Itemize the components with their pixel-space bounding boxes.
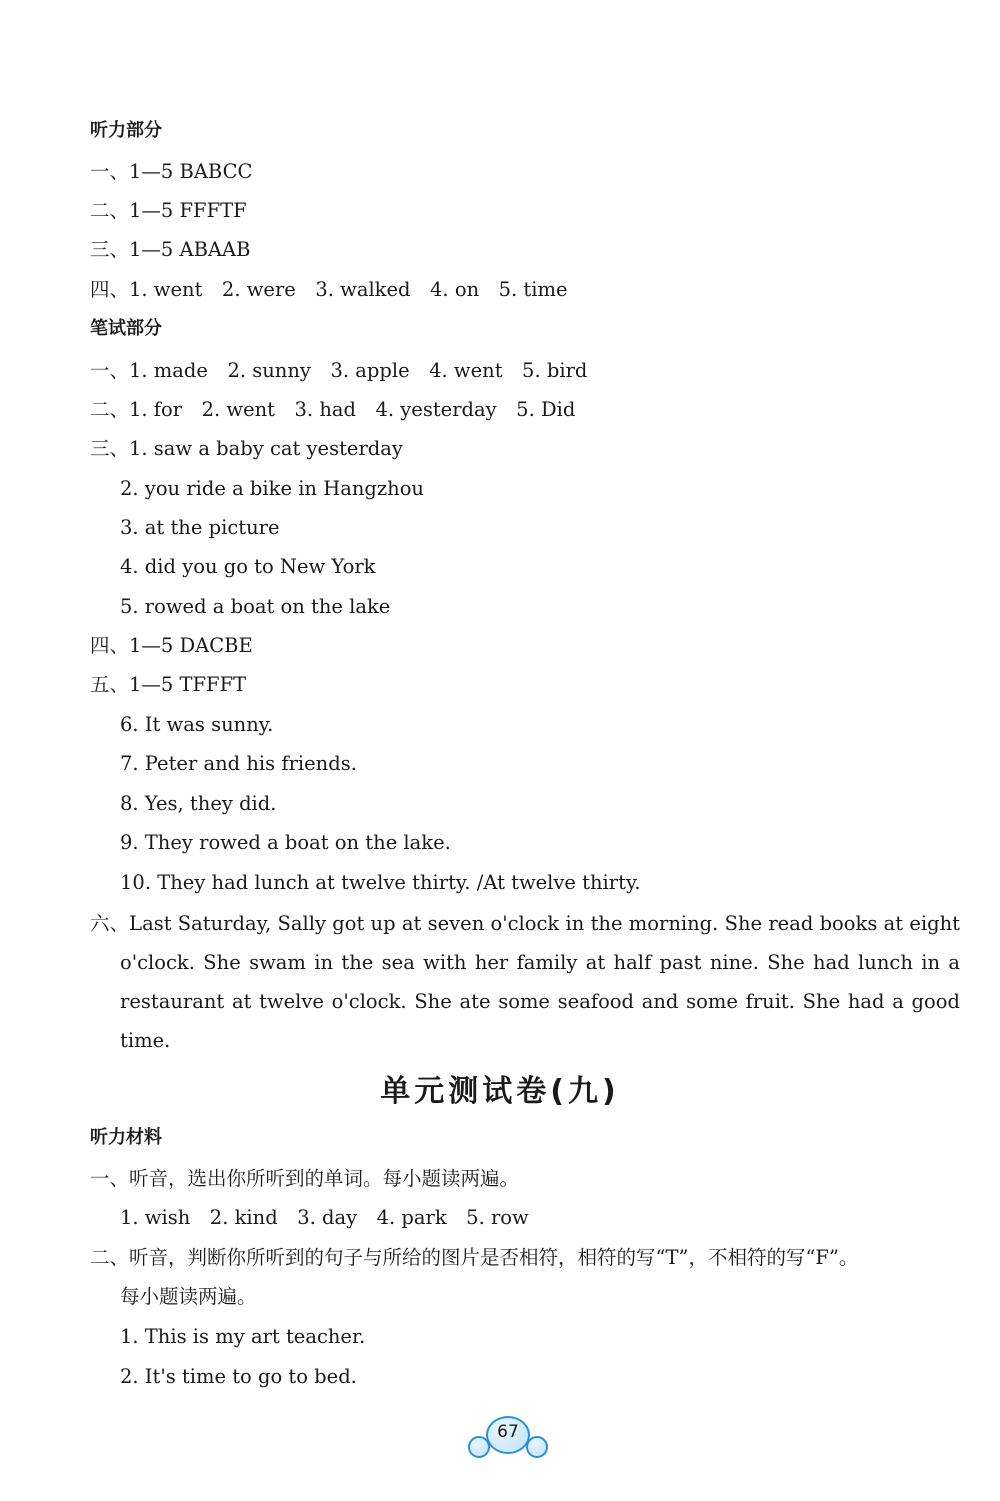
material-q2-instruction-cont: 每小题读两遍。 xyxy=(120,1285,257,1308)
page-number-badge xyxy=(466,1412,548,1460)
material-q2-sentence-2: 2. It's time to go to bed. xyxy=(120,1365,357,1388)
listening-answer-4: 四、1. went 2. were 3. walked 4. on 5. time xyxy=(90,278,568,301)
page-number: 67 xyxy=(497,1422,519,1442)
written-answer-q2: 二、1. for 2. went 3. had 4. yesterday 5. Did xyxy=(90,398,576,421)
written-answer-q1: 一、1. made 2. sunny 3. apple 4. went 5. bird xyxy=(90,359,588,382)
written-section-heading: 笔试部分 xyxy=(90,318,162,339)
written-answer-q3-1: 三、1. saw a baby cat yesterday xyxy=(90,437,403,460)
written-answer-q5-7: 7. Peter and his friends. xyxy=(120,752,357,775)
written-answer-q4: 四、1—5 DACBE xyxy=(90,634,253,657)
written-answer-q3-5: 5. rowed a boat on the lake xyxy=(120,595,391,618)
listening-answer-3: 三、1—5 ABAAB xyxy=(90,238,251,261)
listening-answer-1: 一、1—5 BABCC xyxy=(90,160,253,183)
listening-answer-2: 二、1—5 FFFTF xyxy=(90,199,247,222)
written-answer-q3-2: 2. you ride a bike in Hangzhou xyxy=(120,477,424,500)
written-answer-q5-9: 9. They rowed a boat on the lake. xyxy=(120,831,451,854)
written-answer-q6-paragraph: 六、Last Saturday, Sally got up at seven o'clock in the morning. She read books at eight o'clock. She swam in the sea with her family at half past nine. She had lunch in a restaurant at twelve o'clock. She ate some seafood and some fruit. She had a good time. xyxy=(90,912,960,1052)
written-answer-q3-4: 4. did you go to New York xyxy=(120,555,376,578)
written-answer-q3-3: 3. at the picture xyxy=(120,516,280,539)
written-answer-q5-8: 8. Yes, they did. xyxy=(120,792,277,815)
written-answer-q5-10: 10. They had lunch at twelve thirty. /At twelve thirty. xyxy=(120,871,641,894)
listening-material-heading: 听力材料 xyxy=(90,1127,162,1148)
written-answer-q5-1: 五、1—5 TFFFT xyxy=(90,673,247,696)
material-q2-sentence-1: 1. This is my art teacher. xyxy=(120,1325,366,1348)
material-q2-instruction: 二、听音，判断你所听到的句子与所给的图片是否相符，相符的写“T”，不相符的写“F”。 xyxy=(90,1246,859,1269)
material-q1-words: 1. wish 2. kind 3. day 4. park 5. row xyxy=(120,1206,529,1229)
material-q1-instruction: 一、听音，选出你所听到的单词。每小题读两遍。 xyxy=(90,1167,520,1190)
listening-section-heading: 听力部分 xyxy=(90,120,162,141)
written-answer-q5-6: 6. It was sunny. xyxy=(120,713,274,736)
unit-test-title: 单元测试卷(九) xyxy=(380,1074,620,1109)
